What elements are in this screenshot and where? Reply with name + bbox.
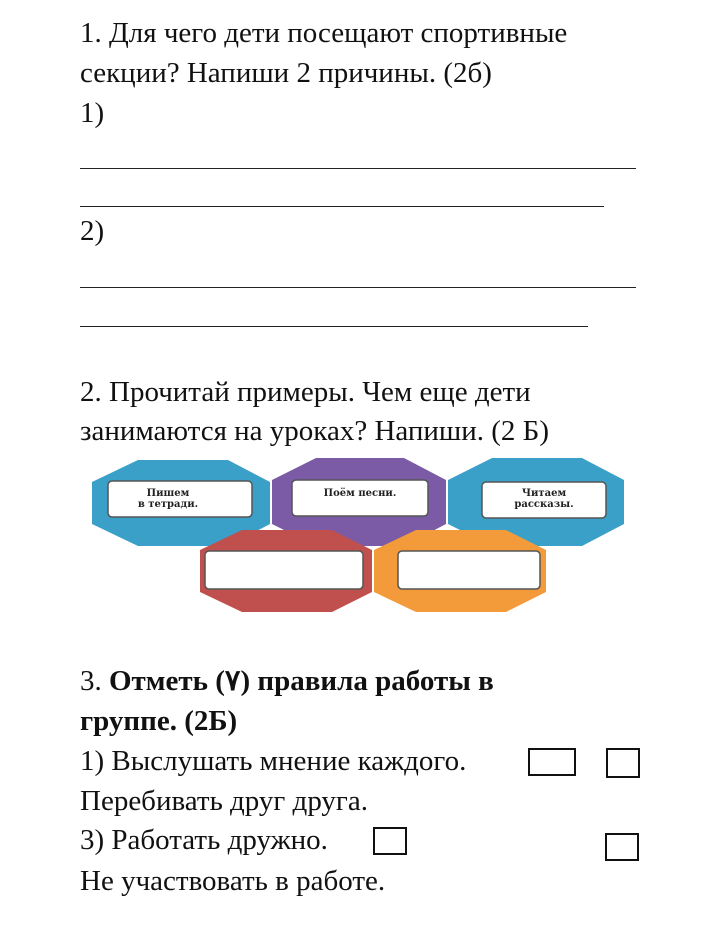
checkbox-item-1[interactable]: [528, 748, 576, 776]
cell-text-line: рассказы.: [514, 499, 574, 510]
q3-item-3: 3) Работать дружно.: [80, 824, 328, 856]
cell-text-line: Поём песни.: [323, 488, 397, 499]
q3-title: Отметь (٧) правила работы в: [109, 665, 494, 697]
q2-line-1: 2. Прочитай примеры. Чем еще дети: [80, 376, 531, 408]
checkbox-item-4[interactable]: [605, 833, 639, 861]
q3-item-4: Не участвовать в работе.: [80, 865, 386, 897]
cell-text-line: Читаем: [521, 488, 567, 499]
checkbox-item-2[interactable]: [606, 748, 640, 778]
q3-title-line-2: группе. (2Б): [80, 705, 238, 737]
cell-text-line: Пишем: [146, 488, 190, 499]
answer-box[interactable]: [398, 551, 540, 589]
q1-line-1: 1. Для чего дети посещают спортивные: [80, 17, 568, 49]
answer-box[interactable]: [205, 551, 363, 589]
checkbox-item-3[interactable]: [373, 827, 407, 855]
cell-text-singing: [310, 488, 410, 499]
cell-text-line: в тетради.: [137, 499, 199, 510]
q3-number: 3.: [80, 665, 102, 697]
q1-item-2-label: 2): [80, 215, 105, 247]
q1-item-1-label: 1): [80, 97, 105, 129]
q1-line-2: секции? Напиши 2 причины. (2б): [80, 57, 492, 89]
q2-line-2: занимаются на уроках? Напиши. (2 Б): [80, 415, 549, 447]
q3-title-line-1: [80, 664, 494, 698]
cell-text-writing: [118, 488, 218, 510]
q3-item-2: Перебивать друг друга.: [80, 785, 368, 817]
q3-item-1: 1) Выслушать мнение каждого.: [80, 745, 467, 777]
cell-text-reading: [494, 488, 594, 510]
